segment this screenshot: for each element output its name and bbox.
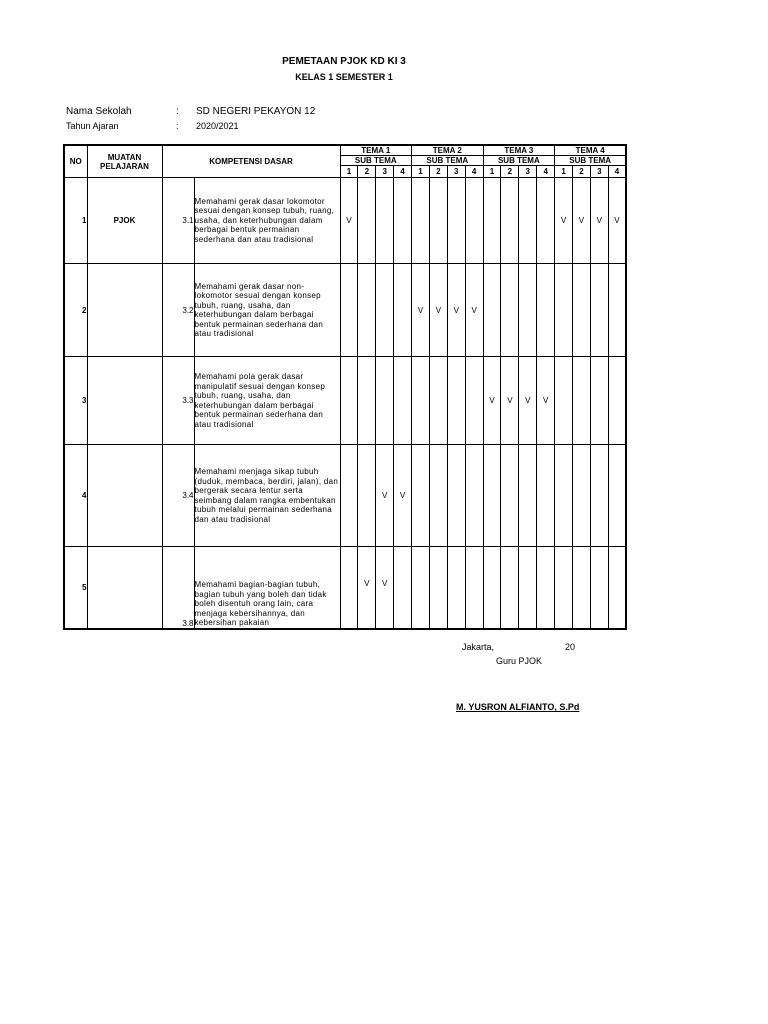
check-cell bbox=[555, 357, 573, 445]
row-kd-text: Memahami gerak dasar non-lokomotor sesuai dengan konsep tubuh, ruang, usaha, dan keterhubungan dalam berbagai bentuk permainan sederhana dan atau tradisional bbox=[194, 264, 340, 357]
check-cell bbox=[447, 445, 465, 547]
check-cell bbox=[447, 357, 465, 445]
check-cell bbox=[519, 178, 537, 264]
check-cell bbox=[590, 264, 608, 357]
header-subtema-number: 2 bbox=[501, 166, 519, 178]
check-cell bbox=[608, 357, 626, 445]
table-row bbox=[64, 357, 626, 445]
check-cell: V bbox=[376, 547, 394, 629]
header-subtema-number: 2 bbox=[358, 166, 376, 178]
check-cell bbox=[412, 178, 430, 264]
check-cell bbox=[465, 178, 483, 264]
school-value: SD NEGERI PEKAYON 12 bbox=[196, 106, 316, 117]
check-cell: V bbox=[590, 178, 608, 264]
check-cell: V bbox=[537, 357, 555, 445]
check-cell bbox=[573, 264, 591, 357]
check-cell bbox=[519, 264, 537, 357]
row-kd-code: 3.3 bbox=[162, 357, 194, 445]
check-cell bbox=[394, 357, 412, 445]
check-cell bbox=[501, 264, 519, 357]
header-kd: KOMPETENSI DASAR bbox=[162, 145, 340, 178]
check-cell bbox=[537, 264, 555, 357]
check-cell bbox=[483, 445, 501, 547]
check-cell: V bbox=[465, 264, 483, 357]
check-cell bbox=[573, 357, 591, 445]
check-cell bbox=[483, 264, 501, 357]
check-cell: V bbox=[555, 178, 573, 264]
header-subtema-number: 3 bbox=[447, 166, 465, 178]
header-subtema-number: 4 bbox=[537, 166, 555, 178]
check-cell bbox=[358, 357, 376, 445]
check-cell bbox=[340, 547, 358, 629]
check-cell bbox=[340, 264, 358, 357]
check-cell bbox=[394, 547, 412, 629]
mapping-table bbox=[63, 144, 627, 630]
header-subtema-number: 3 bbox=[376, 166, 394, 178]
check-cell bbox=[376, 264, 394, 357]
table-row bbox=[64, 178, 626, 264]
header-subtema-number: 4 bbox=[465, 166, 483, 178]
check-cell: V bbox=[483, 357, 501, 445]
row-kd-text: Memahami pola gerak dasar manipulatif sesuai dengan konsep tubuh, ruang, usaha, dan keterhubungan dalam berbagai bentuk permainan sederhana dan atau tradisional bbox=[194, 357, 340, 445]
header-subtema-number: 1 bbox=[340, 166, 358, 178]
check-cell: V bbox=[573, 178, 591, 264]
header-subtema: SUB TEMA bbox=[555, 156, 627, 166]
check-cell bbox=[376, 357, 394, 445]
header-tema-1: TEMA 1 bbox=[340, 145, 412, 156]
header-muatan: MUATAN PELAJARAN bbox=[87, 145, 162, 178]
header-subtema-number: 2 bbox=[429, 166, 447, 178]
check-cell bbox=[412, 445, 430, 547]
check-cell bbox=[358, 264, 376, 357]
check-cell bbox=[519, 547, 537, 629]
header-row-tema bbox=[64, 145, 626, 156]
row-subject bbox=[87, 264, 162, 357]
check-cell bbox=[447, 547, 465, 629]
check-cell bbox=[590, 357, 608, 445]
row-number: 3 bbox=[64, 357, 87, 445]
row-kd-text: Memahami menjaga sikap tubuh (duduk, membaca, berdiri, jalan), dan bergerak secara lentur serta seimbang dalam rangka embentukan tubuh melalui permainan sederhana dan atau tradisional bbox=[194, 445, 340, 547]
header-subtema-number: 2 bbox=[573, 166, 591, 178]
check-cell bbox=[608, 547, 626, 629]
check-cell bbox=[394, 178, 412, 264]
header-subtema-number: 1 bbox=[412, 166, 430, 178]
check-cell bbox=[429, 357, 447, 445]
row-number: 5 bbox=[64, 547, 87, 629]
school-label: Nama Sekolah bbox=[66, 106, 132, 117]
check-cell: V bbox=[358, 547, 376, 629]
row-kd-text: Memahami bagian-bagian tubuh, bagian tubuh yang boleh dan tidak boleh disentuh orang lain, cara menjaga kebersihannya, dan kebersihan pakaian bbox=[194, 547, 340, 629]
row-kd-code: 3.2 bbox=[162, 264, 194, 357]
header-subtema: SUB TEMA bbox=[412, 156, 484, 166]
row-number: 1 bbox=[64, 178, 87, 264]
check-cell bbox=[555, 445, 573, 547]
header-subtema: SUB TEMA bbox=[483, 156, 555, 166]
header-subtema-number: 4 bbox=[608, 166, 626, 178]
header-subtema-number: 3 bbox=[519, 166, 537, 178]
check-cell bbox=[340, 357, 358, 445]
check-cell bbox=[412, 357, 430, 445]
header-subtema-number: 3 bbox=[590, 166, 608, 178]
page-subtitle: KELAS 1 SEMESTER 1 bbox=[295, 72, 393, 82]
check-cell bbox=[394, 264, 412, 357]
page-title: PEMETAAN PJOK KD KI 3 bbox=[282, 56, 406, 67]
header-subtema-number: 1 bbox=[555, 166, 573, 178]
header-no: NO bbox=[64, 145, 87, 178]
check-cell bbox=[555, 547, 573, 629]
year-colon: : bbox=[176, 121, 179, 131]
check-cell: V bbox=[412, 264, 430, 357]
row-number: 4 bbox=[64, 445, 87, 547]
check-cell bbox=[465, 547, 483, 629]
year-value: 2020/2021 bbox=[196, 121, 239, 131]
check-cell bbox=[412, 547, 430, 629]
check-cell: V bbox=[447, 264, 465, 357]
footer-role: Guru PJOK bbox=[496, 656, 543, 666]
check-cell bbox=[608, 264, 626, 357]
check-cell bbox=[429, 445, 447, 547]
check-cell bbox=[447, 178, 465, 264]
check-cell bbox=[376, 178, 394, 264]
check-cell bbox=[358, 445, 376, 547]
check-cell bbox=[483, 178, 501, 264]
header-subtema: SUB TEMA bbox=[340, 156, 412, 166]
check-cell bbox=[501, 178, 519, 264]
row-kd-text: Memahami gerak dasar lokomotor sesuai dengan konsep tubuh, ruang, usaha, dan keterhubungan dalam berbagai bentuk permainan sederhana dan atau tradisional bbox=[194, 178, 340, 264]
header-tema-4: TEMA 4 bbox=[555, 145, 627, 156]
header-tema-2: TEMA 2 bbox=[412, 145, 484, 156]
check-cell: V bbox=[429, 264, 447, 357]
header-subtema-number: 4 bbox=[394, 166, 412, 178]
check-cell bbox=[555, 264, 573, 357]
check-cell bbox=[501, 445, 519, 547]
row-subject bbox=[87, 547, 162, 629]
check-cell bbox=[537, 547, 555, 629]
check-cell bbox=[590, 547, 608, 629]
check-cell: V bbox=[376, 445, 394, 547]
check-cell bbox=[358, 178, 376, 264]
check-cell bbox=[519, 445, 537, 547]
row-subject: PJOK bbox=[87, 178, 162, 264]
check-cell bbox=[573, 547, 591, 629]
row-kd-code: 3.1 bbox=[162, 178, 194, 264]
check-cell: V bbox=[340, 178, 358, 264]
check-cell bbox=[483, 547, 501, 629]
footer-city: Jakarta, bbox=[462, 642, 495, 652]
row-kd-code: 3.4 bbox=[162, 445, 194, 547]
check-cell: V bbox=[394, 445, 412, 547]
row-subject bbox=[87, 445, 162, 547]
row-number: 2 bbox=[64, 264, 87, 357]
check-cell: V bbox=[519, 357, 537, 445]
check-cell bbox=[590, 445, 608, 547]
row-subject bbox=[87, 357, 162, 445]
check-cell bbox=[465, 357, 483, 445]
check-cell bbox=[537, 445, 555, 547]
header-tema-3: TEMA 3 bbox=[483, 145, 555, 156]
check-cell bbox=[465, 445, 483, 547]
check-cell bbox=[340, 445, 358, 547]
check-cell bbox=[537, 178, 555, 264]
check-cell bbox=[429, 547, 447, 629]
table-row bbox=[64, 445, 626, 547]
header-subtema-number: 1 bbox=[483, 166, 501, 178]
school-colon: : bbox=[176, 106, 179, 117]
year-label: Tahun Ajaran bbox=[66, 121, 119, 131]
table-row bbox=[64, 547, 626, 629]
check-cell bbox=[501, 547, 519, 629]
row-kd-code: 3.8 bbox=[162, 547, 194, 629]
check-cell bbox=[573, 445, 591, 547]
check-cell: V bbox=[608, 178, 626, 264]
check-cell: V bbox=[501, 357, 519, 445]
check-cell bbox=[608, 445, 626, 547]
footer-year: 20 bbox=[565, 642, 576, 652]
table-row bbox=[64, 264, 626, 357]
footer-signatory-name: M. YUSRON ALFIANTO, S.Pd bbox=[456, 702, 580, 712]
check-cell bbox=[429, 178, 447, 264]
